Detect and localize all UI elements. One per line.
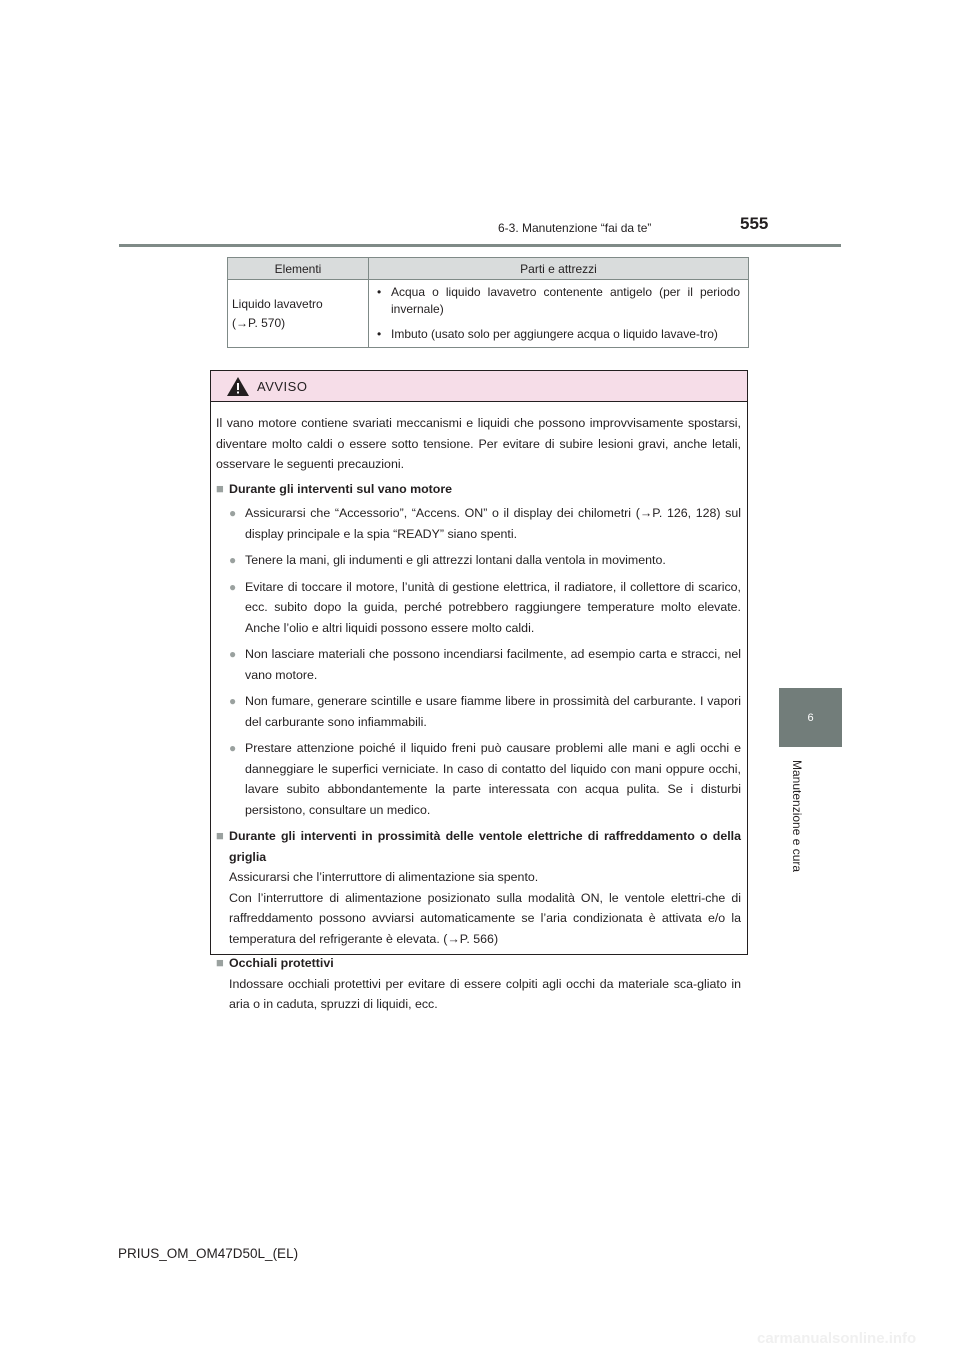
circle-bullet-icon: ● [229,553,237,567]
table-header-elements: Elementi [228,258,369,280]
list-item [229,691,741,732]
square-bullet-icon: ■ [216,955,224,970]
warning-box [210,370,748,1011]
table-row [228,280,749,348]
list-item [229,577,741,639]
item-text: Evitare di toccare il motore, l’unità di gestione elettrica, il radiatore, il collettore di scarico, ecc. subito dopo la guida, perché potrebbero raggiungere temperature molto elevate. Anche l’olio e altri liquidi possono essere molto caldi. [245,579,741,635]
paragraph: Assicurarsi che l’interruttore di alimentazione sia spento. [229,870,539,884]
warning-title: AVVISO [257,378,308,394]
table-header-parts: Parti e attrezzi [369,258,749,280]
item-text: Assicurarsi che “Accessorio”, “Accens. ON” o il display dei chilometri (→P. 126, 128) sul display principale e la spia “READY” siano spenti. [245,506,741,541]
paragraph: Indossare occhiali protettivi per evitare di essere colpiti agli occhi da materiale sca-gliato in aria o in caduta, spruzzi di liquidi, ecc. [229,976,741,1011]
watermark: carmanualsonline.info [757,1330,917,1347]
part-text: Imbuto (usato solo per aggiungere acqua o liquido lavave-tro) [391,327,718,341]
bullet-icon: • [377,327,382,341]
square-bullet-icon: ■ [216,828,224,843]
warning-triangle-icon [227,377,249,396]
list-item [229,644,741,685]
circle-bullet-icon: ● [229,647,237,661]
circle-bullet-icon: ● [229,506,237,520]
section-title: 6-3. Manutenzione “fai da te” [498,221,652,235]
warning-intro: Il vano motore contiene svariati meccanismi e liquidi che possono improvvisamente spostarsi, diventare molto caldi o essere sotto tensione. Per evitare di subire lesioni gravi, anche letali, osservare le seguenti precauzioni. [216,416,741,471]
item-text: Tenere la mani, gli indumenti e gli attrezzi lontani dalla ventola in movimento. [245,553,666,567]
document-id: PRIUS_OM_OM47D50L_(EL) [118,1246,299,1261]
section-heading [216,953,741,974]
section-heading [216,479,741,500]
section-heading-text: Occhiali protettivi [229,956,334,970]
page-number: 555 [740,214,769,233]
section-heading-text: Durante gli interventi in prossimità delle ventole elettriche di raffreddamento o della griglia [229,829,741,864]
list-item [377,326,740,343]
item-text: Prestare attenzione poiché il liquido freni può causare problemi alle mani e agli occhi e danneggiare le superfici verniciate. In caso di contatto del liquido con mani oppure occhi, lavare subito abbondantemente la parte interessata con acqua pulita. Se i disturbi persistono, consultare un medico. [245,741,741,817]
table-cell-element [228,280,369,348]
item-text: Non fumare, generare scintille e usare fiamme libere in prossimità del carburante. I vapori del carburante sono infiammabili. [245,694,741,729]
list-item [229,738,741,820]
table-header-row [228,258,749,280]
chapter-label: Manutenzione e cura [790,760,804,873]
warning-body [211,402,747,1015]
list-item [377,284,740,318]
section-heading-text: Durante gli interventi sul vano motore [229,481,453,496]
circle-bullet-icon: ● [229,694,237,708]
chapter-tab-number: 6 [807,711,814,724]
square-bullet-icon: ■ [216,480,224,496]
warning-header [211,371,747,402]
item-text: Non lasciare materiali che possono incendiarsi facilmente, ad esempio carta e stracci, nel vano motore. [245,647,741,682]
list-item [229,503,741,544]
bullet-icon: • [377,285,382,299]
section-heading [216,826,741,867]
circle-bullet-icon: ● [229,579,237,594]
element-page-ref: (→P. 570) [232,315,286,330]
circle-bullet-icon: ● [229,741,237,755]
header-rule [119,244,841,247]
table-cell-parts [369,280,749,348]
list-item [229,550,741,571]
parts-table [227,257,749,348]
part-text: Acqua o liquido lavavetro contenente antigelo (per il periodo invernale) [391,285,740,316]
chapter-tab [779,688,842,747]
element-name: Liquido lavavetro [232,296,323,311]
paragraph: Con l’interruttore di alimentazione posizionato sulla modalità ON, le ventole elettri-che di raffreddamento possono avviarsi automaticamente se l’aria condizionata è attivata e/o la temperatura del refrigerante è elevata. (→P. 566) [229,890,741,946]
